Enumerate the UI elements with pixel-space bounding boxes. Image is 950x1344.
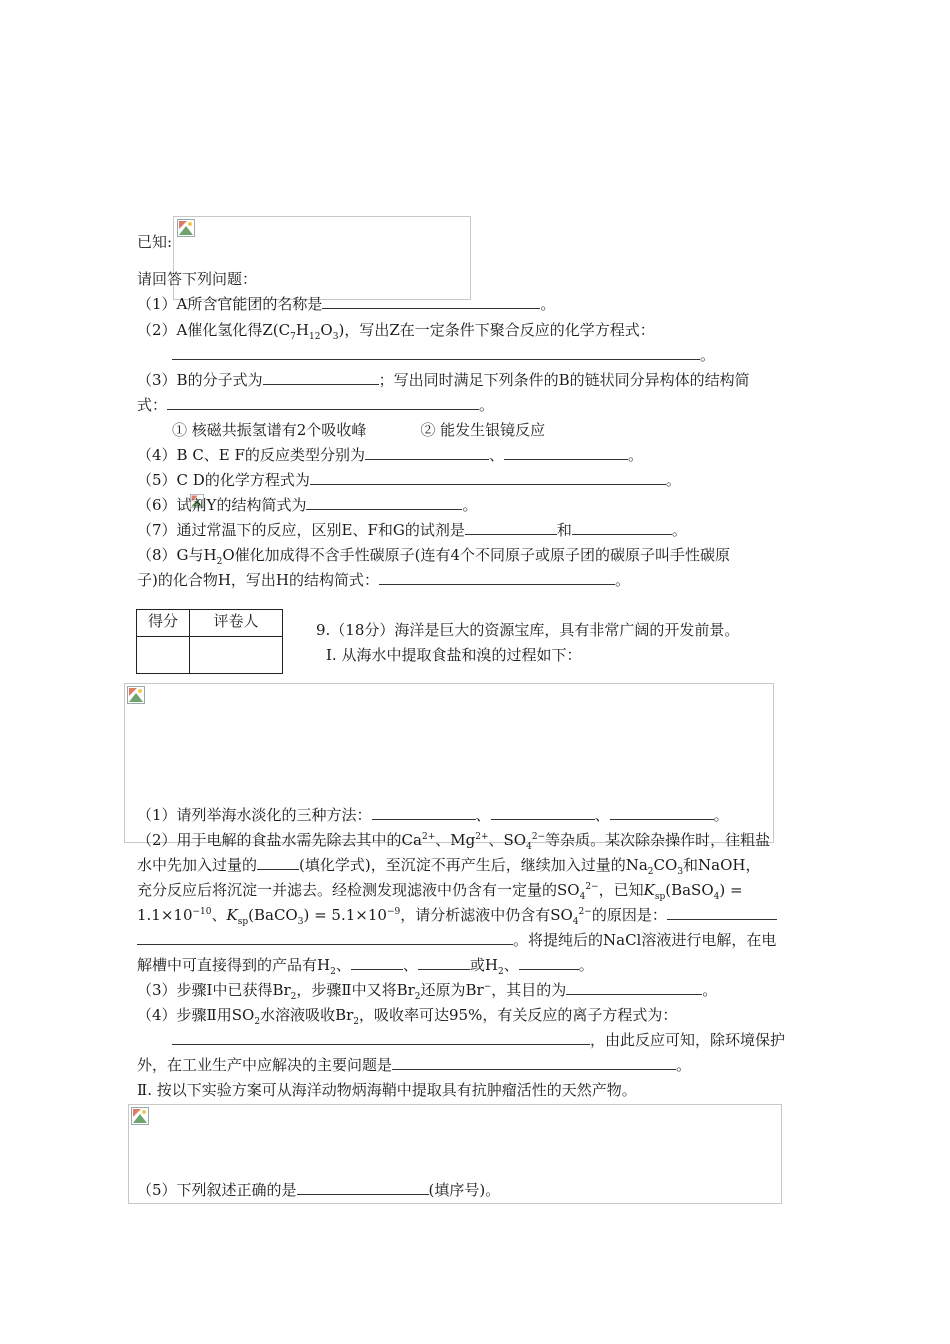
q8-part6: （6）试剂Y的结构简式为 。 xyxy=(137,496,478,514)
q8-part3: （3）B的分子式为 ；写出同时满足下列条件的B的链状同分异构体的结构简 xyxy=(137,371,750,389)
q8-part5: （5）C D的化学方程式为 。 xyxy=(137,471,681,489)
answer-blank[interactable] xyxy=(297,1180,429,1195)
q8-part2: （2）A催化氢化得$Z(C_7H_{12}O_3)$，写出Z在一定条件下聚合反应的化学方程式： xyxy=(137,321,655,342)
score-table xyxy=(136,609,283,674)
answer-blank[interactable] xyxy=(465,520,557,535)
answer-blank[interactable] xyxy=(306,495,462,510)
q9-sub3: （3）步骤Ⅰ中已获得$Br_2$，步骤Ⅱ中又将$Br_2$还原为Br−，其目的为 。 xyxy=(137,981,718,1002)
q8-part3-cont: 式： 。 xyxy=(137,396,495,414)
answer-blank[interactable] xyxy=(172,345,700,360)
q9-sub2-l3: 充分反应后将沉淀一并滤去。经检测发现滤液中仍含有一定量的$SO_4^{2-}$，已知$K_{sp}(BaSO_4)$ = xyxy=(137,881,743,902)
answer-blank[interactable] xyxy=(519,955,579,970)
answer-blank[interactable] xyxy=(418,955,470,970)
q8-part8: （8）G与$H_2O$催化加成得不含手性碳原子(连有4个不同原子或原子团的碳原子叫手性碳原 xyxy=(137,546,731,567)
answer-blank[interactable] xyxy=(392,1055,676,1070)
broken-image-icon xyxy=(131,1107,149,1125)
answer-blank[interactable] xyxy=(365,445,489,460)
answer-blank[interactable] xyxy=(167,395,479,410)
score-label: 得分 xyxy=(137,610,190,637)
q9-sub4-cont: ，由此反应可知，除环境保护 xyxy=(172,1030,785,1050)
broken-image-icon xyxy=(127,686,145,704)
q9-sub1: （1）请列举海水淡化的三种方法： 、 、 。 xyxy=(137,806,729,824)
q9-part1-heading: Ⅰ. 从海水中提取食盐和溴的过程如下： xyxy=(326,646,582,664)
answer-blank[interactable] xyxy=(572,520,672,535)
q9-sub2-l6: 解槽中可直接得到的产品有$H_2$、 、 或$H_2$、 。 xyxy=(137,956,594,977)
answer-blank[interactable] xyxy=(610,805,714,820)
answer-blank[interactable] xyxy=(351,955,403,970)
broken-image-icon xyxy=(177,219,195,237)
grader-cell[interactable] xyxy=(190,637,283,674)
q9-sub4-cont2: 外，在工业生产中应解决的主要问题是 。 xyxy=(137,1056,692,1074)
q8-part1: （1）A所含官能团的名称是 。 xyxy=(137,295,556,313)
answer-prompt: 请回答下列问题： xyxy=(137,270,258,288)
answer-blank[interactable] xyxy=(372,805,476,820)
q8-part4: （4）B C、E F的反应类型分别为 、 。 xyxy=(137,446,643,464)
answer-blank[interactable] xyxy=(322,294,540,309)
q8-part2-answer: 。 xyxy=(172,345,715,365)
answer-blank[interactable] xyxy=(667,905,777,920)
q9-sub2-l1: （2）用于电解的食盐水需先除去其中的$Ca^{2+}$、$Mg^{2+}$、$SO_4^{2-}$等杂质。某次除杂操作时，往粗盐 xyxy=(137,831,771,852)
answer-blank[interactable] xyxy=(263,370,379,385)
q9-sub4: （4）步骤Ⅱ用$SO_2$水溶液吸收$Br_2$，吸收率可达95%，有关反应的离子方程式为： xyxy=(137,1006,678,1027)
answer-blank[interactable] xyxy=(172,1030,590,1045)
q8-part7: （7）通过常温下的反应，区别E、F和G的试剂是 和 。 xyxy=(137,521,687,539)
q9-sub2-l5: 。将提纯后的NaCl溶液进行电解，在电 xyxy=(137,930,776,950)
answer-blank[interactable] xyxy=(137,930,513,945)
known-label: 已知: xyxy=(137,233,173,251)
answer-blank[interactable] xyxy=(310,470,666,485)
q8-part8-cont: 子)的化合物H，写出H的结构简式： 。 xyxy=(137,571,631,589)
grader-label: 评卷人 xyxy=(190,610,283,637)
q9-title: 9.（18分）海洋是巨大的资源宝库，具有非常广阔的开发前景。 xyxy=(316,621,740,639)
answer-blank[interactable] xyxy=(257,855,299,870)
q9-sub5: （5）下列叙述正确的是 (填序号)。 xyxy=(137,1181,501,1199)
answer-blank[interactable] xyxy=(504,445,628,460)
q9-sub2-l2: 水中先加入过量的 (填化学式)，至沉淀不再产生后，继续加入过量的$Na_2CO_3$和NaOH， xyxy=(137,856,761,877)
q9-sub2-l4: $1.1\times 10^{-10}$、$K_{sp}(BaCO_3) = 5.1\times 10^{-9}$，请分析滤液中仍含有$SO_4^{2-}$的原因是： xyxy=(137,905,777,925)
answer-blank[interactable] xyxy=(566,980,702,995)
answer-blank[interactable] xyxy=(491,805,595,820)
answer-blank[interactable] xyxy=(379,570,615,585)
score-cell[interactable] xyxy=(137,637,190,674)
q9-part2-heading: Ⅱ. 按以下实验方案可从海洋动物炳海鞘中提取具有抗肿瘤活性的天然产物。 xyxy=(137,1081,637,1099)
q8-conditions: ① 核磁共振氢谱有2个吸收峰 ② 能发生银镜反应 xyxy=(172,421,546,439)
